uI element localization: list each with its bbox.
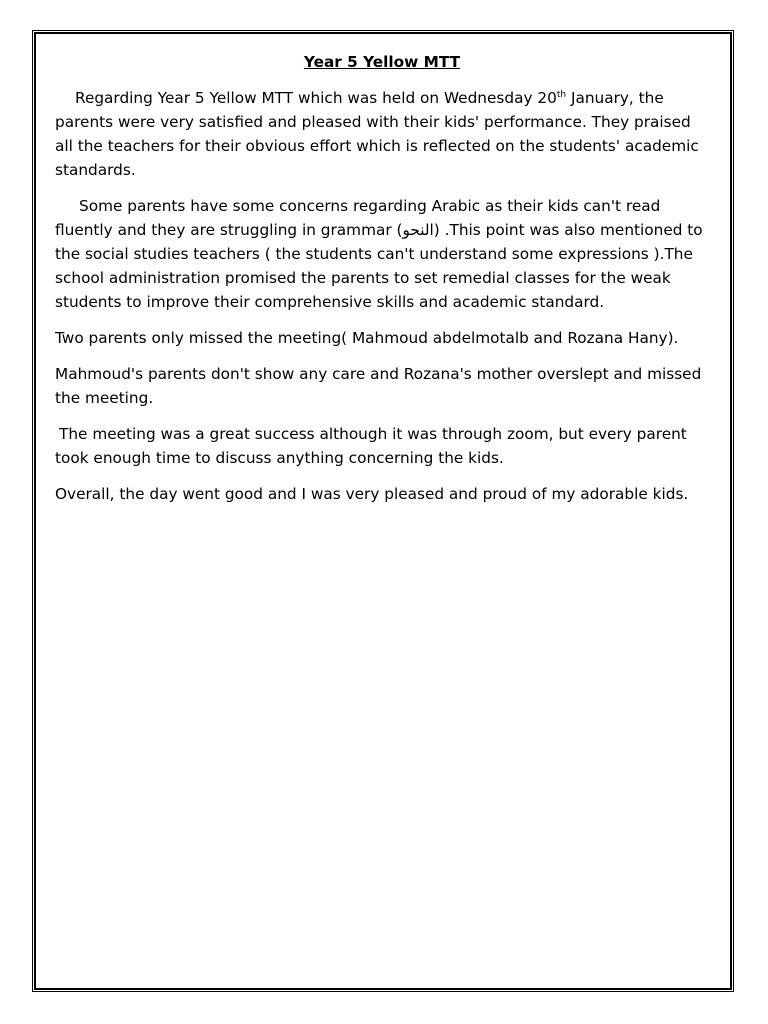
ordinal-suffix: th — [556, 89, 567, 100]
paragraph-arabic-concerns: Some parents have some concerns regarding Arabic as their kids can't read fluently and they are struggling in grammar (النحو) .This point was also mentioned to the social studies teachers ( the students can't understand some expressions ).The school administration promised the parents to set remedial classes for the weak students to improve their comprehensive skills and academic standard. — [55, 197, 703, 311]
paragraph-meeting-summary — [55, 86, 705, 182]
paragraph-absence-reasons: Mahmoud's parents don't show any care and Rozana's mother overslept and missed the meeting. — [55, 365, 702, 407]
paragraph-meeting-success: The meeting was a great success although it was through zoom, but every parent took enough time to discuss anything concerning the kids. — [55, 425, 687, 467]
document-title: Year 5 Yellow MTT — [303, 53, 461, 71]
paragraph-meeting-summary-text-end: January, the parents were very satisfied and pleased with their kids' performance. They praised all the teachers for their obvious effort which is reflected on the students' academic standards. — [55, 89, 699, 179]
document-body — [55, 50, 705, 518]
paragraph-absent-parents: Two parents only missed the meeting( Mahmoud abdelmotalb and Rozana Hany). — [55, 329, 679, 347]
paragraph-conclusion: Overall, the day went good and I was very pleased and proud of my adorable kids. — [55, 485, 689, 503]
paragraph-meeting-summary-text-start: Regarding Year 5 Yellow MTT which was held on Wednesday 20 — [75, 89, 557, 107]
